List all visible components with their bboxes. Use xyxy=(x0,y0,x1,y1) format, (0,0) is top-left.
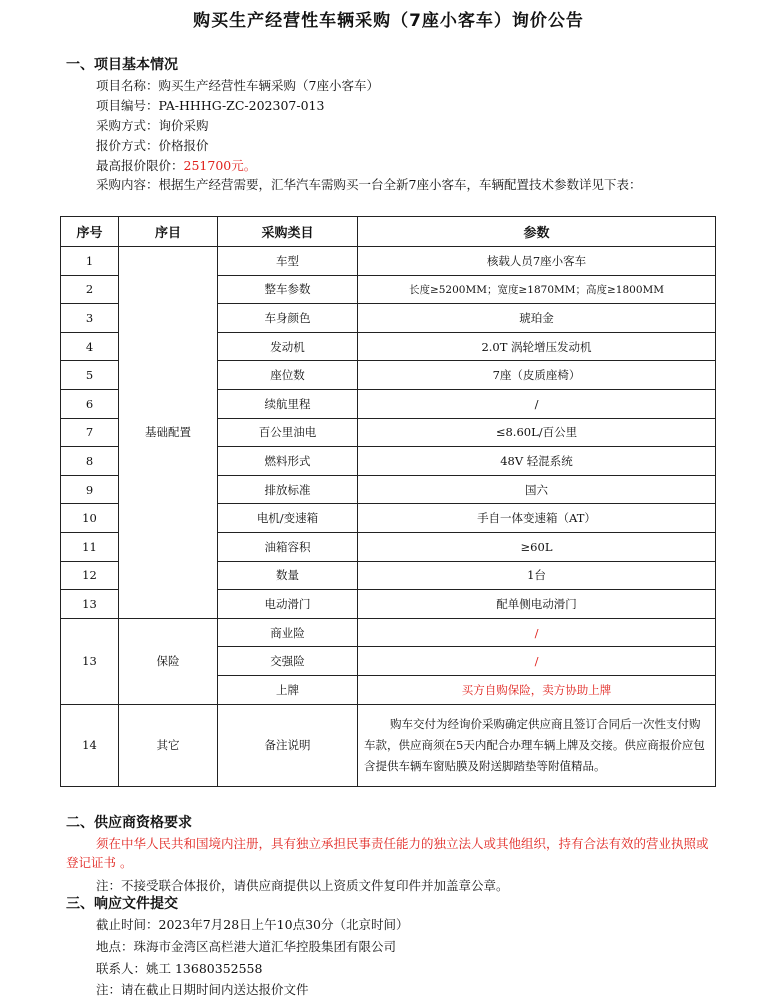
row-param: / xyxy=(358,618,716,647)
table-row xyxy=(61,247,716,276)
insurance-no: 13 xyxy=(61,618,119,704)
address-line: 地点：珠海市金湾区高栏港大道汇华控股集团有限公司 xyxy=(96,939,397,954)
row-item: 百公里油电 xyxy=(218,418,358,447)
row-no: 5 xyxy=(61,361,119,390)
project-code-line xyxy=(96,96,324,114)
row-param-note: 购车交付为经询价采购确定供应商且签订合同后一次性支付购车款，供应商须在5天内配合办理车辆上牌及交接。供应商报价应包含提供车辆车窗贴膜及附送脚踏垫等附值精品。 xyxy=(358,704,716,786)
method-label: 采购方式： xyxy=(96,118,159,133)
spec-table xyxy=(60,216,716,787)
max-price-label: 最高报价限价： xyxy=(96,158,184,173)
row-item: 燃料形式 xyxy=(218,447,358,476)
row-item: 电动滑门 xyxy=(218,590,358,619)
supplier-requirement-text: 须在中华人民共和国境内注册，具有独立承担民事责任能力的独立法人或其他组织，持有合法有效的营业执照或登记证书 。 xyxy=(66,836,709,870)
group-basic-config: 基础配置 xyxy=(119,247,218,619)
row-param: / xyxy=(358,389,716,418)
row-param: 7座（皮质座椅） xyxy=(358,361,716,390)
section2-note: 注：不接受联合体报价，请供应商提供以上资质文件复印件并加盖章公章。 xyxy=(96,878,509,893)
row-item: 续航里程 xyxy=(218,389,358,418)
row-param: 买方自购保险，卖方协助上牌 xyxy=(358,675,716,704)
section1-heading: 一、项目基本情况 xyxy=(66,57,178,73)
row-param: 48V 轻混系统 xyxy=(358,447,716,476)
row-no: 11 xyxy=(61,532,119,561)
row-item: 上牌 xyxy=(218,675,358,704)
method-value: 询价采购 xyxy=(158,118,209,133)
row-item: 油箱容积 xyxy=(218,532,358,561)
row-item: 备注说明 xyxy=(218,704,358,786)
row-no: 10 xyxy=(61,504,119,533)
row-item: 商业险 xyxy=(218,618,358,647)
row-param: 核载人员7座小客车 xyxy=(358,247,716,276)
row-no: 7 xyxy=(61,418,119,447)
row-no: 12 xyxy=(61,561,119,590)
table-row xyxy=(61,704,716,786)
other-no: 14 xyxy=(61,704,119,786)
header-no: 序号 xyxy=(61,217,119,247)
purchase-content-text: 采购内容：根据生产经营需要，汇华汽车需购买一台全新7座小客车，车辆配置技术参数详见下表： xyxy=(96,177,642,192)
row-no: 13 xyxy=(61,590,119,619)
row-item: 排放标准 xyxy=(218,475,358,504)
contact-line: 联系人：姚工 13680352558 xyxy=(96,961,263,976)
project-name-value: 购买生产经营性车辆采购（7座小客车） xyxy=(158,78,379,93)
quote-method-line xyxy=(96,136,209,154)
header-item: 采购类目 xyxy=(218,217,358,247)
row-item: 整车参数 xyxy=(218,275,358,304)
row-item: 交强险 xyxy=(218,647,358,676)
max-price-line xyxy=(96,156,256,174)
row-item: 车身颜色 xyxy=(218,304,358,333)
project-name-line xyxy=(96,76,379,94)
row-no: 1 xyxy=(61,247,119,276)
row-param: ≤8.60L/百公里 xyxy=(358,418,716,447)
row-no: 9 xyxy=(61,475,119,504)
header-param: 参数 xyxy=(358,217,716,247)
row-param: 配单侧电动滑门 xyxy=(358,590,716,619)
section3-note: 注：请在截止日期时间内送达报价文件 xyxy=(96,982,309,997)
section3-heading: 三、响应文件提交 xyxy=(66,896,178,912)
row-param: 2.0T 涡轮增压发动机 xyxy=(358,332,716,361)
section2-heading: 二、供应商资格要求 xyxy=(66,815,192,831)
row-param: 手自一体变速箱（AT） xyxy=(358,504,716,533)
row-item: 电机/变速箱 xyxy=(218,504,358,533)
row-item: 座位数 xyxy=(218,361,358,390)
project-code-value: PA-HHHG-ZC-202307-013 xyxy=(158,98,325,113)
project-code-label: 项目编号： xyxy=(96,98,159,113)
table-row xyxy=(61,618,716,647)
row-param: 1台 xyxy=(358,561,716,590)
row-param: 长度≥5200MM；宽度≥1870MM；高度≥1800MM xyxy=(358,275,716,304)
max-price-value: 251700元。 xyxy=(183,158,257,173)
method-line xyxy=(96,116,209,134)
deadline-line: 截止时间：2023年7月28日上午10点30分（北京时间） xyxy=(96,917,409,932)
quote-method-value: 价格报价 xyxy=(158,138,209,153)
row-param: 琥珀金 xyxy=(358,304,716,333)
project-name-label: 项目名称： xyxy=(96,78,159,93)
row-param: 国六 xyxy=(358,475,716,504)
row-item: 数量 xyxy=(218,561,358,590)
row-no: 6 xyxy=(61,389,119,418)
row-param: / xyxy=(358,647,716,676)
group-other: 其它 xyxy=(119,704,218,786)
row-item: 发动机 xyxy=(218,332,358,361)
row-no: 2 xyxy=(61,275,119,304)
page-title: 购买生产经营性车辆采购（7座小客车）询价公告 xyxy=(193,11,584,31)
group-insurance: 保险 xyxy=(119,618,218,704)
row-no: 3 xyxy=(61,304,119,333)
row-no: 8 xyxy=(61,447,119,476)
header-category: 序目 xyxy=(119,217,218,247)
row-no: 4 xyxy=(61,332,119,361)
quote-method-label: 报价方式： xyxy=(96,138,159,153)
row-param: ≥60L xyxy=(358,532,716,561)
row-item: 车型 xyxy=(218,247,358,276)
